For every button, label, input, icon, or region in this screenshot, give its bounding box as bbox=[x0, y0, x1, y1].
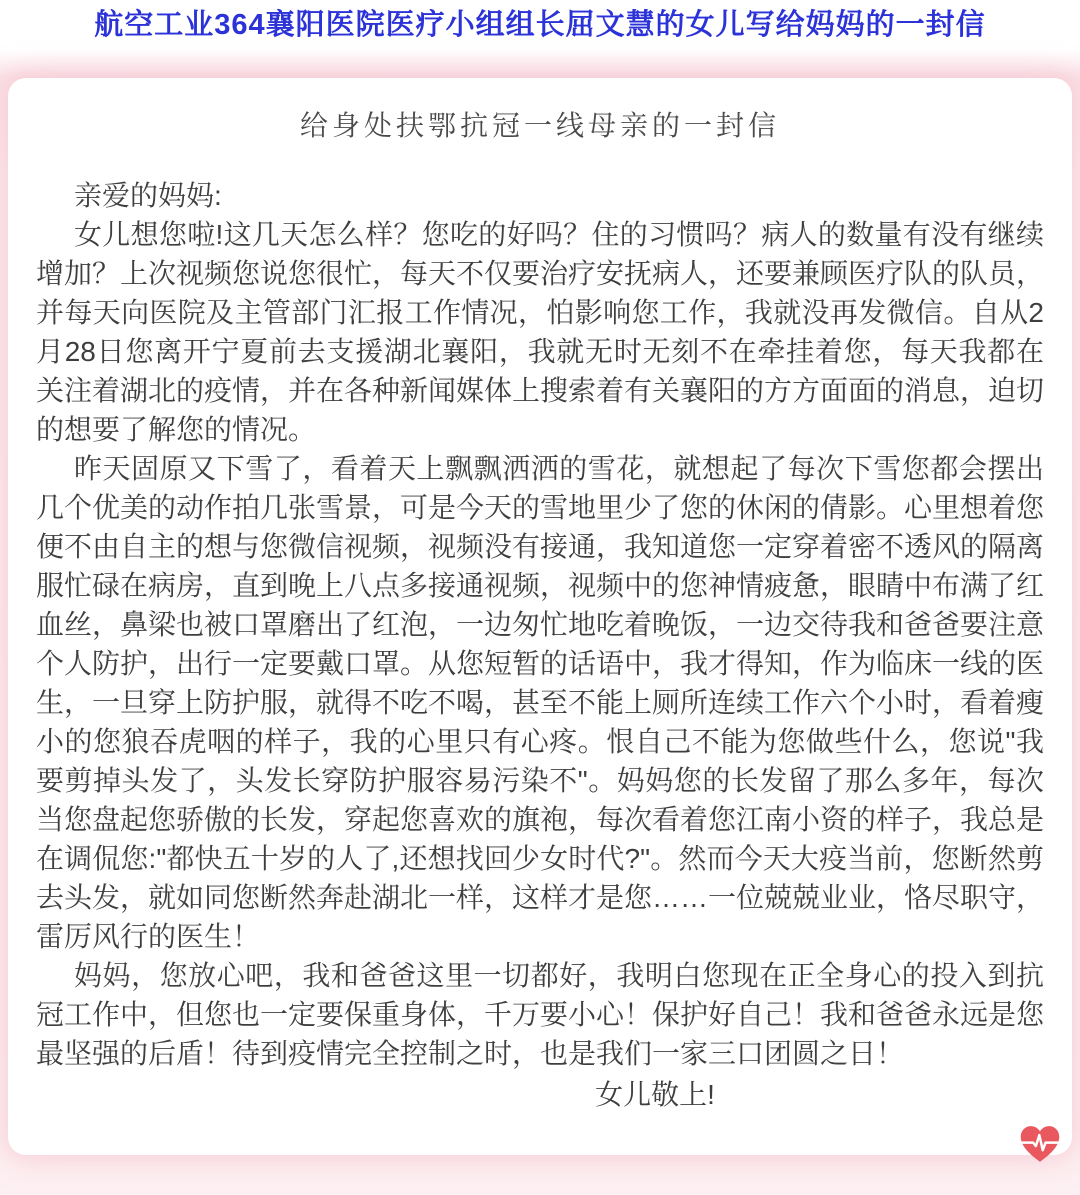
letter-body bbox=[36, 176, 1044, 1115]
letter-signature: 女儿敬上! bbox=[595, 1079, 715, 1110]
heart-pulse-icon bbox=[1018, 1123, 1062, 1165]
letter-paragraph: 妈妈，您放心吧，我和爸爸这里一切都好，我明白您现在正全身心的投入到抗冠工作中，但您也一定要保重身体，千万要小心！保护好自己！我和爸爸永远是您最坚强的后盾！待到疫情完全控制之时，也是我们一家三口团圆之日！ bbox=[36, 960, 1045, 1069]
letter-paragraph: 昨天固原又下雪了，看着天上飘飘洒洒的雪花，就想起了每次下雪您都会摆出几个优美的动作拍几张雪景，可是今天的雪地里少了您的休闲的倩影。心里想着您便不由自主的想与您微信视频，视频没有接通，我知道您一定穿着密不透风的隔离服忙碌在病房，直到晚上八点多接通视频，视频中的您神情疲惫，眼睛中布满了红血丝，鼻梁也被口罩磨出了红泡，一边匆忙地吃着晚饭，一边交待我和爸爸要注意个人防护，出行一定要戴口罩。从您短暂的话语中，我才得知，作为临床一线的医生，一旦穿上防护服，就得不吃不喝，甚至不能上厕所连续工作六个小时，看着瘦小的您狼吞虎咽的样子，我的心里只有心疼。恨自己不能为您做些什么，您说"我要剪掉头发了，头发长穿防护服容易污染不"。妈妈您的长发留了那么多年，每次当您盘起您骄傲的长发，穿起您喜欢的旗袍，每次看着您江南小资的样子，我总是在调侃您:"都快五十岁的人了,还想找回少女时代?"。然而今天大疫当前，您断然剪去头发，就如同您断然奔赴湖北一样，这样才是您……一位兢兢业业，恪尽职守，雷厉风行的医生！ bbox=[36, 453, 1045, 952]
letter-title: 给身处扶鄂抗冠一线母亲的一封信 bbox=[299, 110, 780, 141]
heart-shape bbox=[1021, 1126, 1060, 1162]
article-header bbox=[0, 0, 1080, 52]
article-title: 航空工业364襄阳医院医疗小组组长屈文慧的女儿写给妈妈的一封信 bbox=[94, 9, 986, 41]
letter-card bbox=[8, 78, 1072, 1155]
letter-salutation: 亲爱的妈妈: bbox=[74, 180, 222, 211]
letter-paragraph: 女儿想您啦!这几天怎么样？您吃的好吗？住的习惯吗？病人的数量有没有继续增加？上次视频您说您很忙，每天不仅要治疗安抚病人，还要兼顾医疗队的队员，并每天向医院及主管部门汇报工作情况，怕影响您工作，我就没再发微信。自从2月28日您离开宁夏前去支援湖北襄阳，我就无时无刻不在牵挂着您，每天我都在关注着湖北的疫情，并在各种新闻媒体上搜索着有关襄阳的方方面面的消息，迫切的想要了解您的情况。 bbox=[36, 219, 1045, 445]
